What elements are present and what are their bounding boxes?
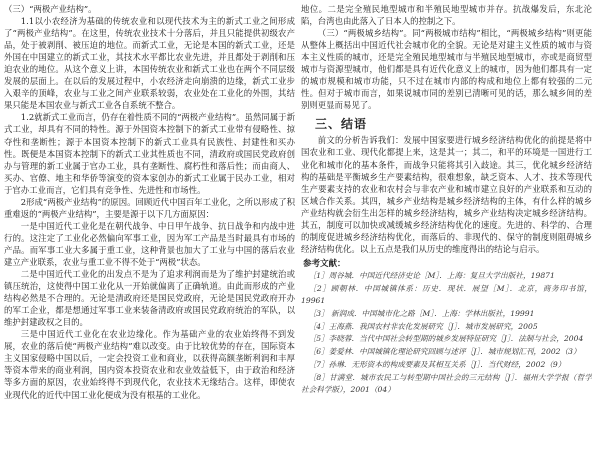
reference-item: ［2］顾朝林．中国城镇体系：历史．现状．展望［M］．北京，商务印书馆，19961 [301, 283, 592, 306]
paragraph: 1.1以小农经济为基础的传统农业和以现代技术为主的新式工业之间形成了“两极产业结构”。在这里，传统农业技术十分落后，并且只能提供初级农产品，处于被剥削、被压迫的地位。而新式工业，无论是本国的新式工业，还是外国在中国建立的新式工业，其技术水平都比农业先进，并且都处于剥削和压迫农业的地位。从这个意义上讲，本国传统农业和新式工业也在两个不同层级发展的层面上。在以后的发展过程中，小农经济走向崩溃的边缘，新式工业步入艰辛的顶峰，农业与工业之间产业联系较弱，农业处在工业化的外围，其结果只能是本国农业与新式工业各自系统不整合。 [4, 16, 295, 111]
paragraph: 一是中国近代工业化是在朝代战争、中日甲午战争、抗日战争和内战中进行的。这注定了工业化必然偏向军事工业，因为军工产品是当时最具有市场的产品。而军事工业大多属于重工业，这种背景也加大了工业与中国的落后农业建立产业联系，农业与重工业不得不处于“两极”状态。 [4, 220, 295, 267]
reference-item: ［7］孙琳．无形资本的构成要素及其相互关系［J］．当代财经，2002（9） [308, 359, 566, 369]
paragraph: 二是中国近代工业化的出发点不是为了追求利润而是为了维护封建统治或镇压统治，这使得中国工业化从一开始就偏离了正确轨道。由此而形成的产业结构必然是不合理的。无论是清政府还是国民党政府，无论是国民党政府开办的军工企业，都是想通过军事工业来装备清政府或国民党政府统治的军队，以维护封建政权之目的。 [4, 269, 295, 328]
subsection-heading: （三）“两极产业结构”。 [4, 4, 97, 14]
right-column [301, 3, 592, 466]
paragraph: 1.2就新式工业而言，仍存在着性质不同的“两极产业结构”。虽然同属于新式工业，却具有不同的特性。源于外国资本控制下的新式工业带有侵略性、掠夺性和垄断性；源于本国资本控制下的新式工业具有民族性、封建性和买办性。既便是本国资本控制下的新式工业其性质也不同，清政府或国民党政府创办与管理的新工业属于官办工业，具有垄断性、腐朽性和落后性；而由商人、买办、官僚、地主和华侨等演变的资本家创办的新式工业属于民办工业，相对于官办工业而言，它们具有竞争性、先进性和市场性。 [4, 112, 295, 195]
section-title: 三、结语 [315, 117, 368, 132]
paragraph: 地位。二是完全殖民地型城市和半殖民地型城市并存。抗战爆发后，东北沦陷，台湾也由此落入了日本人的控制之下。 [301, 4, 592, 27]
reference-item: ［3］ 新润成．中国城市化之路［M］．上海：学林出版社，19991 [308, 309, 535, 318]
paragraph: 2形成“两极产业结构”的原因。回顾近代中国百年工业化，之所以形成了积重难返的“两极产业结构”，主要是源于以下几方面原因： [4, 196, 295, 219]
paragraph: 前文的分析告诉我们：发展中国家要进行城乡经济结构优化的前提是将中国农业和工业、现代化都提上来，这是其一；其二，和平的环境是一国进行工业化和城市化的基本条件，而战争只能将其引入歧途。其三，优化城乡经济结构的基础是平衡城乡生产要素结构，很难想象，缺乏资本、人才、技术等现代生产要素支持的农业和农村会与非农产业和城市建立良好的产业联系和互动的区域合作关系。其四，城乡产业结构是城乡经济结构的主体，有什么样的城乡产业结构就会衍生出怎样的城乡经济结构，城乡产业结构决定城乡经济结构。其五，制度可以加快或减缓城乡经济结构优化的速度。先进的、科学的、合理的制度促进城乡经济结构优化，而落后的、非现代的、保守的制度则阻碍城乡经济结构优化。以上五点是我们从历史的维度得出的结论与启示。 [301, 135, 592, 254]
paragraph: （三）“两极城乡结构”。同“两极城市结构”相比，“两极城乡结构”则更能从整体上概括出中国近代社会城市化的全貌。无论是对建主义性质的城市与资本主义性质的城市，还是完全殖民地型城市与半殖民地型城市，亦或是商贸型城市与资源型城市，他们都是具有近代化意义上的城市，因为他们都具有一定的城市规模和城市功能，只不过在城市内部的构成和地位上都有较强的二元性。但对于城市而言，如果说城市同的差别已清晰可见的话，那么城乡间的差别则更显而易见了。 [301, 28, 592, 111]
reference-item: ［8］甘满堂．城市农民工与转型期中国社会的三元结构［J］．福州大学学报（哲学社会科学版），2001（04） [301, 372, 592, 395]
reference-item: ［6］姜爱林．中国城镇化理论研究回顾与述评［J］．城市规划汇刊，2002（3） [308, 347, 581, 357]
left-column [4, 3, 295, 466]
reference-item: ［1］周谷城．中国近代经济史论［M］．上海：复旦大学出版社，19871 [308, 270, 555, 280]
references-heading: 参考文献： [303, 258, 346, 269]
paragraph: 三是中国近代工业化在农业边缘化。作为基础产业的农业始终得不到发展，农业的落后使“两极产业结构”难以改变。由于比较优势的存在，国际资本主义国家侵略中国以后，一定会投资工业和商业，以获得高额垄断利润和丰厚等资本带来的商业利润，国内资本投资农业和农业效益低下，由于政治和经济等多方面的原因，农业始终得不到现代化，农业技术无缘结合。这样，即使农业现代化的近代中国工业化便成为没有根基的工业化。 [4, 329, 295, 400]
reference-item: ［5］李晓蓉．当代中国社会转型期的城乡发展特征研究［J］．法制与社会，2004 [308, 334, 584, 344]
reference-item: ［4］王海燕．我国农村非农化发展研究［J］．城市发展研究，2005 [308, 321, 538, 331]
references-list [301, 270, 592, 397]
